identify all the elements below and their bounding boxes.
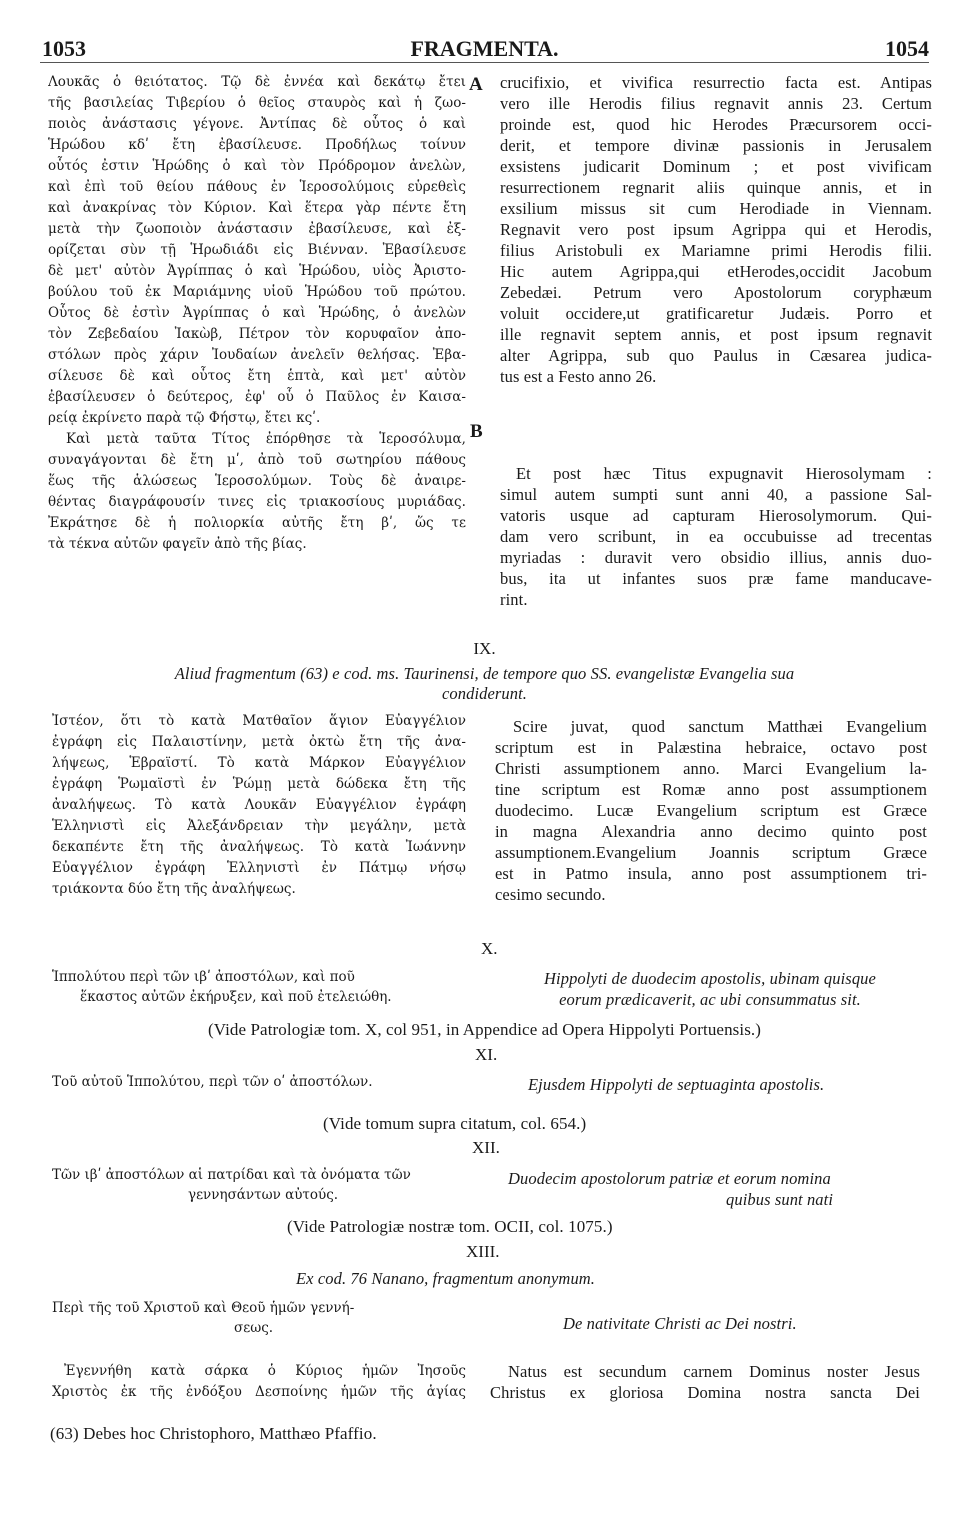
reference-note-xii: (Vide Patrologiæ nostræ tom. OCII, col. 1075.) <box>287 1217 613 1236</box>
section-numeral-xi: XI. <box>475 1045 498 1064</box>
greek-heading-xii <box>52 1165 411 1205</box>
text-line: δεκαπέντε ἔτη τῆς ἀναλήψεως. Τὸ κατὰ Ἰωάννην <box>52 839 466 855</box>
text-line: Οὗτος δὲ ἐστὶν Ἀγρίππας ὁ καὶ Ἡρώδης, ὁ ἀνελὼν <box>48 305 466 321</box>
text-line: derit, et tempore divinæ passionis in Jerusalem <box>500 136 932 155</box>
text-line: vatoris usque ad capturam Hierosolymorum. Qui- <box>500 506 932 525</box>
text-line: Hic autem Agrippa,qui etHerodes,occidit Jacobum <box>500 262 932 281</box>
title-line: Aliud fragmentum (63) e cod. ms. Taurinensi, de tempore quo SS. evangelistæ Evangelia sua <box>174 664 795 683</box>
heading-line: ἕκαστος αὐτῶν ἐκήρυξεν, καὶ ποῦ ἐτελειώθη. <box>80 989 392 1005</box>
text-line: resurrectionem regnarit aliis quinque annis, et in <box>500 178 932 197</box>
text-line: συναγάγονται δὲ ἔτη μʹ, ἀπὸ τοῦ σωτηρίου πάθους <box>48 452 466 468</box>
text-line: Christus ex gloriosa Domina nostra sancta Dei <box>490 1383 920 1402</box>
text-line: dam vero scribunt, in ea occubuisse ad trecentas <box>500 527 932 546</box>
text-line: Ἐγεννήθη κατὰ σάρκα ὁ Κύριος ἡμῶν Ἰησοῦς <box>64 1363 466 1379</box>
section-numeral-xiii: XIII. <box>466 1242 500 1261</box>
text-line: simul autem sumpti sunt anni 40, a passione Sal- <box>500 485 932 504</box>
text-line: Εὐαγγέλιον ἐγράφη Ἑλληνιστὶ ἐν Πάτμῳ νήσῳ <box>52 860 466 876</box>
footnote: (63) Debes hoc Christophoro, Matthæo Pfaffio. <box>50 1424 377 1443</box>
text-line: οὗτός ἐστιν Ἡρώδης ὁ καὶ τὸν Πρόδρομον ἀνελὼν, <box>48 158 466 174</box>
text-line: duodecimo. Lucæ Evangelium scriptum est Græce <box>495 801 927 820</box>
latin-column-viii-b <box>500 463 932 610</box>
text-line: λήψεως, Ἑβραϊστί. Τὸ κατὰ Μάρκον Εὐαγγέλιον <box>52 755 466 771</box>
reference-note-xi: (Vide tomum supra citatum, col. 654.) <box>323 1114 587 1133</box>
latin-column-ix <box>495 716 927 905</box>
source-line-xiii: Ex cod. 76 Nanano, fragmentum anonymum. <box>296 1269 596 1288</box>
latin-heading-xi: Ejusdem Hippolyti de septuaginta apostolis. <box>528 1075 825 1094</box>
text-line: καὶ ἐπὶ τοῦ θείου πάθους ἐν Ἱεροσολύμοις εὑρεθεὶς <box>48 179 466 195</box>
margin-letter-a: A <box>469 74 483 95</box>
latin-heading-x <box>490 968 930 1010</box>
header-rule <box>40 62 929 63</box>
text-line: τὰ τέκνα αὐτῶν φαγεῖν ἀπὸ τῆς βίας. <box>48 536 307 552</box>
text-line: in magna Alexandria anno decimo quinto post <box>495 822 927 841</box>
text-line: proinde est, quod hic Herodes Præcursorem occi- <box>500 115 932 134</box>
text-line: τῆς βασιλείας Τιβερίου ὁ θεῖος σταυρὸς καὶ ἡ ζωο- <box>48 95 466 111</box>
section-title-ix <box>40 664 929 704</box>
greek-heading-x <box>52 967 392 1007</box>
text-line: Λουκᾶς ὁ θειότατος. Τῷ δὲ ἐννέα καὶ δεκάτῳ ἔτει <box>48 74 466 90</box>
text-line: θέντας διαγράφουσίν τινες εἰς τριακοσίους μυριάδας. <box>48 494 466 510</box>
greek-column-xiii <box>52 1361 466 1403</box>
greek-heading-xiii <box>52 1298 354 1338</box>
heading-line: σεως. <box>234 1320 274 1336</box>
text-line: ἐβασίλευσεν ὁ δεύτερος, ἐφ' οὗ ὁ Παῦλος ἐν Καισα- <box>48 389 466 405</box>
text-line: scriptum est in Palæstina hebraice, octavo post <box>495 738 927 757</box>
heading-line: quibus sunt nati <box>726 1190 834 1209</box>
section-numeral-xii: XII. <box>472 1138 500 1157</box>
text-line: Regnavit vero post ipsum Agrippa qui et Herodis, <box>500 220 932 239</box>
text-line: myriadas : duravit vero obsidio illius, annis duo- <box>500 548 932 567</box>
text-line: ἀναλήψεως. Τὸ κατὰ Λουκᾶν Εὐαγγέλιον ἐγράφη <box>52 797 466 813</box>
text-line: rint. <box>500 590 528 609</box>
heading-line: γεννησάντων αὐτούς. <box>188 1187 339 1203</box>
text-line: Χριστὸς ἐκ τῆς ἐνδόξου Δεσποίνης ἡμῶν τῆς ἁγίας <box>52 1384 466 1400</box>
text-line: καὶ ἀνακρίνας τὸν Κύριον. Καὶ ἕτερα γὰρ πέντε ἔτη <box>48 200 466 216</box>
text-line: exsistens judicarit Dominum ; et post vivificam <box>500 157 932 176</box>
text-line: tus est a Festo anno 26. <box>500 367 657 386</box>
text-line: vero ille Herodis filius regnavit annis 23. Certum <box>500 94 932 113</box>
greek-column-ix <box>52 711 466 900</box>
text-line: bus, ita ut infantes suos præ fame manducave- <box>500 569 932 588</box>
text-line: Zebedæi. Petrum vero Apostolorum coryphæum <box>500 283 932 302</box>
heading-line: Τῶν ιβʹ ἀποστόλων αἱ πατρίδαι καὶ τὰ ὀνόματα τῶν <box>52 1167 411 1183</box>
margin-letter-b: B <box>470 421 483 442</box>
latin-column-viii-a <box>500 72 932 387</box>
text-line: δὲ μετ' αὐτὸν Ἀγρίππας ὁ καὶ Ἡρώδου, υἱὸς Ἀριστο- <box>48 263 466 279</box>
text-line: Καὶ μετὰ ταῦτα Τίτος ἐπόρθησε τὰ Ἱεροσόλυμα, <box>66 431 466 447</box>
text-line: filius Aristobuli ex Mariamne primi Herodis filii. <box>500 241 932 260</box>
text-line: μετὰ τὴν ζωοποιὸν ἀνάστασιν ἐβασίλευσε, καὶ ἐξ- <box>48 221 466 237</box>
text-line: σίλευσε δὲ καὶ οὗτος ἔτη ἑπτὰ, καὶ μετ' αὐτὸν <box>48 368 466 384</box>
latin-heading-xiii: De nativitate Christi ac Dei nostri. <box>563 1314 797 1333</box>
text-line: Natus est secundum carnem Dominus noster Jesus <box>508 1362 920 1381</box>
text-line: Ἐκράτησε δὲ ἡ πολιορκία αὐτῆς ἔτη βʹ, ὥς τε <box>48 515 466 531</box>
text-line: ἐγράφη Ῥωμαϊστὶ ἐν Ῥώμῃ μετὰ δώδεκα ἔτη τῆς <box>52 776 466 792</box>
latin-column-xiii <box>490 1361 920 1403</box>
text-line: Et post hæc Titus expugnavit Hierosolymam : <box>516 464 932 483</box>
text-line: ἕως τῆς ἁλώσεως Ἱεροσολύμων. Τοὺς δὲ ἀναιρε- <box>48 473 466 489</box>
text-line: βούλου τοῦ ἐκ Μαριάμνης υἱοῦ Ἡρώδου τοῦ πρώτου. <box>48 284 466 300</box>
text-line: Ἰστέον, ὅτι τὸ κατὰ Ματθαῖον ἅγιον Εὐαγγέλιον <box>52 713 466 729</box>
text-line: Ἡρώδου κδʹ ἔτη ἐβασίλευσε. Προδήλως τοίνυν <box>48 137 466 153</box>
text-line: ille regnavit septem annis, et post ipsum regnavit <box>500 325 932 344</box>
latin-heading-xii <box>508 1168 833 1210</box>
section-numeral-ix: IX. <box>473 639 496 658</box>
text-line: Christi assumptionem anno. Marci Evangelium la- <box>495 759 927 778</box>
heading-line: Περὶ τῆς τοῦ Χριστοῦ καὶ Θεοῦ ἡμῶν γεννή- <box>52 1300 355 1316</box>
section-numeral-x: X. <box>481 939 498 958</box>
heading-line: eorum prædicaverit, ac ubi consummatus sit. <box>559 990 861 1009</box>
reference-note-x: (Vide Patrologiæ tom. X, col 951, in Appendice ad Opera Hippolyti Portuensis.) <box>207 1020 762 1039</box>
text-line: alter Agrippa, sub quo Paulus in Cæsarea judica- <box>500 346 932 365</box>
greek-column-viii <box>48 72 466 555</box>
heading-line: Duodecim apostolorum patriæ et eorum nomina <box>508 1169 831 1188</box>
text-line: crucifixio, et vivifica resurrectio facta est. Antipas <box>500 73 932 92</box>
greek-heading-xi: Τοῦ αὐτοῦ Ἱππολύτου, περὶ τῶν οʹ ἀποστόλων. <box>52 1074 373 1090</box>
text-line: τριάκοντα δύο ἔτη τῆς ἀναλήψεως. <box>52 881 296 897</box>
page-title: FRAGMENTA. <box>410 36 559 61</box>
text-line: ορίζεται σὺν τῇ Ἡρωδιάδι εἰς Βιένναν. Ἐβασίλευσε <box>48 242 466 258</box>
text-line: tine scriptum est Romæ anno post assumptionem <box>495 780 927 799</box>
text-line: assumptionem.Evangelium Joannis scriptum Græce <box>495 843 927 862</box>
text-line: ποιὸς ἀνάστασις γέγονε. Ἀντίπας δὲ οὗτος ὁ καὶ <box>48 116 466 132</box>
text-line: Scire juvat, quod sanctum Matthæi Evangelium <box>513 717 927 736</box>
text-line: cesimo secundo. <box>495 885 606 904</box>
text-line: ρείᾳ ἐκρίνετο παρὰ τῷ Φήστῳ, ἔτει κςʹ. <box>48 410 321 426</box>
heading-line: Ἱππολύτου περὶ τῶν ιβʹ ἀποστόλων, καὶ ποῦ <box>52 969 355 985</box>
text-line: est in Patmo insula, anno post assumptionem tri- <box>495 864 927 883</box>
column-number-right: 1054 <box>885 36 929 61</box>
title-line: condiderunt. <box>441 684 528 703</box>
text-line: Ἑλληνιστὶ εἰς Ἀλεξάνδρειαν τὴν μεγάλην, μετὰ <box>52 818 466 834</box>
column-number-left: 1053 <box>42 36 86 61</box>
text-line: exsilium missus sit cum Herodiade in Viennam. <box>500 199 932 218</box>
text-line: ἐγράφη εἰς Παλαιστίνην, μετὰ ὀκτὼ ἔτη τῆς ἀνα- <box>52 734 466 750</box>
text-line: voluit occidere,ut gratificaretur Judæis. Porro et <box>500 304 932 323</box>
text-line: τὸν Ζεβεδαίου Ἰακὼβ, Πέτρον τὸν κορυφαῖον ἀπο- <box>48 326 466 342</box>
heading-line: Hippolyti de duodecim apostolis, ubinam quisque <box>544 969 876 988</box>
text-line: στόλων πρὸς χάριν Ἰουδαίων ἀνελεῖν θελήσας. Ἐβα- <box>48 347 466 363</box>
